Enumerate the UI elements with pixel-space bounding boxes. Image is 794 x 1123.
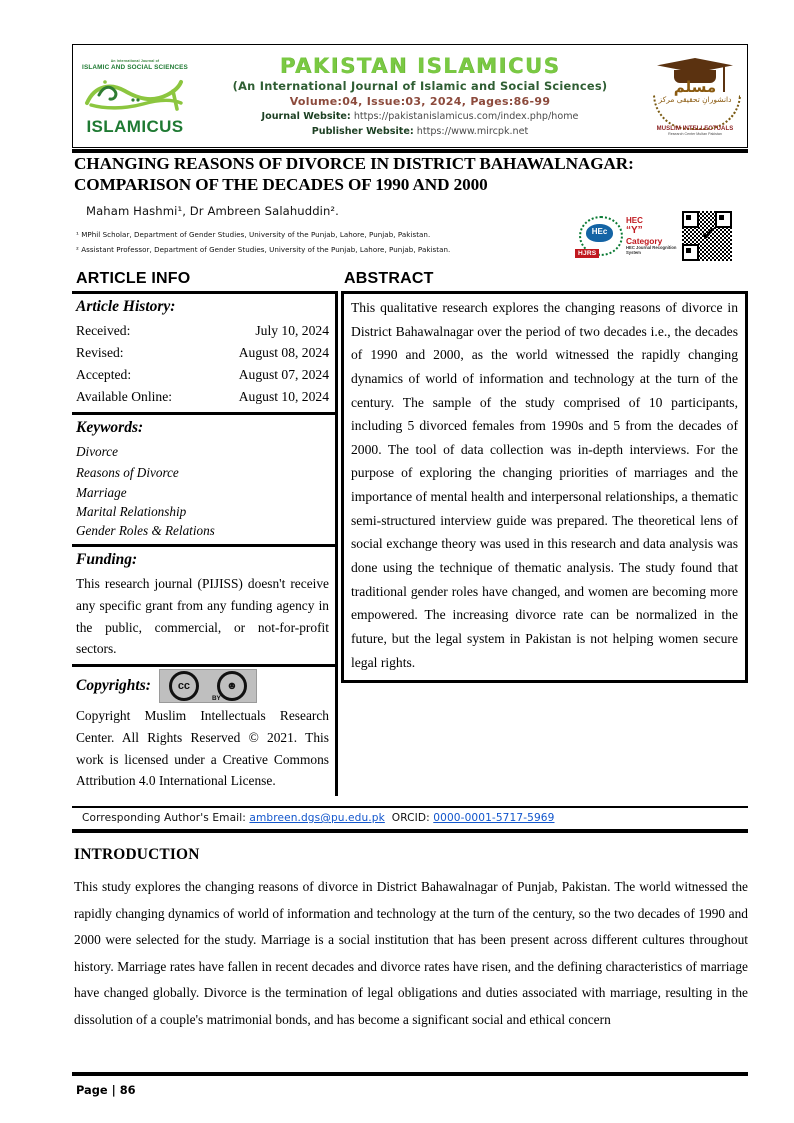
journal-website-label: Journal Website: [261, 110, 351, 122]
author-list: Maham Hashmi¹, Dr Ambreen Salahuddin². [86, 204, 339, 218]
hec-emblem-label: HEc [591, 227, 608, 236]
logo-tagline-small: An International Journal of [110, 59, 160, 64]
logo-wordmark: ISLAMICUS [86, 116, 184, 136]
copyright-header-row [76, 669, 329, 703]
article-history-block [72, 294, 335, 415]
keyword-item: Divorce [76, 443, 118, 459]
hec-emblem-icon [575, 214, 623, 258]
introduction-heading: INTRODUCTION [74, 846, 200, 863]
corresponding-author-bar [72, 806, 748, 833]
qr-eye-top-right [715, 211, 732, 228]
orcid-link[interactable]: 0000-0001-5717-5969 [433, 812, 555, 824]
hec-recognition-badge [575, 210, 748, 262]
history-row [76, 386, 329, 408]
mirc-name: MUSLIM INTELLECTUALS [656, 126, 734, 132]
history-label-accepted: Accepted: [76, 366, 132, 382]
journal-masthead [72, 44, 748, 148]
hjrs-label: HJRS [575, 249, 599, 258]
history-row [76, 320, 329, 342]
masthead-bottom-rule [72, 149, 748, 153]
publisher-website-label: Publisher Website: [311, 125, 414, 137]
email-label: Corresponding Author's Email: [82, 812, 246, 824]
author-email-link[interactable]: ambreen.dgs@pu.edu.pk [249, 812, 385, 824]
copyright-block [72, 667, 335, 796]
keyword-item: Marriage [76, 484, 127, 500]
publisher-website-url[interactable]: https://www.mircpk.net [416, 125, 529, 137]
volume-issue-line: Volume:04, Issue:03, 2024, Pages:86-99 [289, 94, 551, 108]
qr-eye-bottom-left [682, 244, 699, 261]
article-info-heading: ARTICLE INFO [76, 270, 191, 287]
arabic-calligraphy-icon [81, 73, 189, 117]
hec-line-2: “Y” [626, 225, 643, 237]
funding-label: Funding: [76, 551, 138, 569]
page-title: CHANGING REASONS OF DIVORCE IN DISTRICT BAHAWALNAGAR: COMPARISON OF THE DECADES OF 1990 AND 2000 [74, 154, 634, 194]
keywords-block [72, 415, 335, 547]
qr-checkmark-icon: ✔ [701, 223, 717, 245]
cc-circle-icon: cc [169, 671, 199, 701]
creative-commons-icon [159, 669, 257, 703]
journal-subtitle: (An International Journal of Islamic and Social Sciences) [232, 79, 608, 94]
history-label-revised: Revised: [76, 344, 124, 360]
mirc-logo [643, 45, 747, 147]
history-row [76, 364, 329, 386]
history-label-available-online: Available Online: [76, 388, 173, 404]
keyword-item: Marital Relationship [76, 503, 187, 519]
abstract-panel [341, 291, 748, 683]
journal-website-line [262, 111, 579, 123]
history-value-revised: August 08, 2024 [238, 344, 329, 360]
article-info-panel [72, 291, 338, 796]
history-value-available-online: August 10, 2024 [238, 388, 329, 404]
islamicus-logo [73, 45, 197, 147]
history-row [76, 342, 329, 364]
cc-by-label: BY [211, 695, 221, 703]
keyword-item: Gender Roles & Relations [76, 523, 215, 539]
hec-line-3: Category [626, 235, 663, 246]
affiliation-1: ¹ MPhil Scholar, Department of Gender Studies, University of the Punjab, Lahore, Punjab, Pakistan. [76, 230, 431, 239]
mirc-name-sub: Research Center Multan Pakistan [668, 132, 722, 136]
keywords-label: Keywords: [76, 418, 144, 436]
history-value-accepted: August 07, 2024 [238, 366, 329, 382]
hec-line-4: HEC Journal Recognition System [626, 245, 677, 256]
hec-shield-icon [586, 224, 613, 242]
mirc-arabic-sub: دانشورانِ تحقیقی مرکز [658, 95, 732, 104]
hec-category-text [623, 216, 678, 256]
mirc-arabic-main: مسلم [673, 78, 717, 96]
orcid-label: ORCID: [391, 812, 430, 824]
qr-code-icon[interactable] [682, 211, 732, 261]
article-history-label: Article History: [76, 298, 176, 315]
cc-by-person-icon: ☻ [217, 671, 247, 701]
laurel-wreath-icon [653, 94, 741, 130]
funding-text: This research journal (PIJISS) doesn't receive any specific grant from any funding agency in the public, commercial, or not-for-profit sectors. [76, 576, 329, 657]
affiliation-2: ² Assistant Professor, Department of Gender Studies, University of the Punjab, Lahore, Punjab, Pakistan. [76, 245, 451, 254]
history-value-received: July 10, 2024 [255, 322, 329, 338]
masthead-text-block [197, 45, 643, 147]
graduation-cap-icon [647, 50, 743, 142]
copyright-text: Copyright Muslim Intellectuals Research Center. All Rights Reserved © 2021. This work is licensed under a Creative Commons Attribution 4.0 International License. [76, 708, 329, 789]
qr-eye-top-left [682, 211, 699, 228]
footer-rule [72, 1072, 748, 1076]
logo-tagline: ISLAMIC AND SOCIAL SCIENCES [82, 63, 188, 71]
keyword-item: Reasons of Divorce [76, 465, 179, 481]
journal-title: PAKISTAN ISLAMICUS [279, 54, 561, 79]
copyright-label: Copyrights: [76, 676, 151, 694]
hec-line-1: HEC [626, 216, 643, 226]
abstract-heading: ABSTRACT [344, 270, 434, 287]
publisher-website-line [312, 126, 529, 138]
abstract-text: This qualitative research explores the changing reasons of divorce in District Bahawalnagar over the period of two decades i.e., the decades of 1990 and 2000, as the world witnessed the rapidly changing dynamics of world of information and technology at the turn of the century. The sample of the study comprised of 10 participants, including 5 divorced females from 1990s and 5 from the decades of 2000. The tool of data collection was in-depth interviews. For the purpose of exploring the changing priorities of marriages and the importance of mental health and interpersonal relationships, a thematic semi-structured interview guide was prepared. The theoretical lens of social exchange theory was used in this research and data analysis was done using the technique of thematic analysis. The study found that traditional gender roles have changed, and women are becoming more empowered. The increasing divorce rate can be normalized in the future, but the legal system in Pakistan is not helping women secure legal rights. [351, 300, 738, 670]
introduction-text: This study explores the changing reasons of divorce in District Bahawalnagar of Punjab, Pakistan. The world witnessed the rapidly changing dynamics of world of information and technology at the turn of the century, so the two decades of 1990 and 2000 were selected for the study. Marriage is a social institution that has been present across different cultures throughout history. Marriage rates have fallen in recent decades and divorce rates have risen, and the defining characteristics of marriage have changed globally. Divorce is the termination of legal obligations and duties associated with marriage, resulting in the dissolution of a couple's matrimonial bonds, and has become a significant social and ethical concern [74, 879, 748, 1027]
funding-block [72, 547, 335, 667]
page-number: Page | 86 [76, 1083, 136, 1097]
history-label-received: Received: [76, 322, 131, 338]
journal-website-url[interactable]: https://pakistanislamicus.com/index.php/home [353, 110, 579, 122]
